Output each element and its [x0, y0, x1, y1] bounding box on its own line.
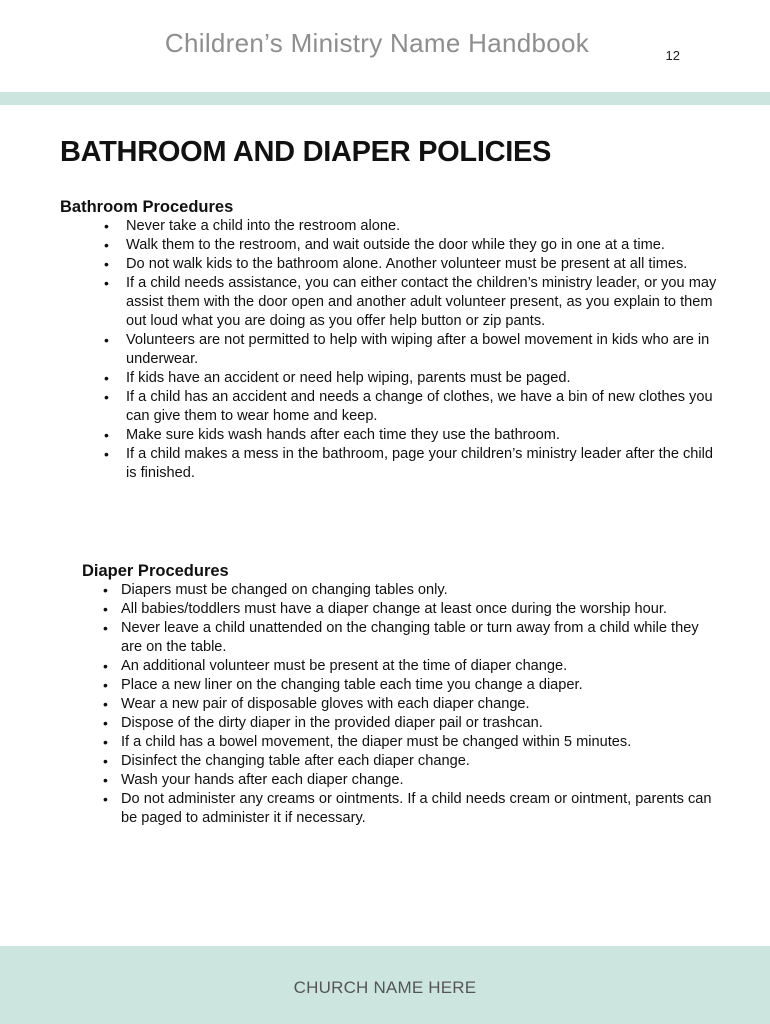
list-item: [60, 236, 720, 255]
diaper-procedures-heading: Diaper Procedures: [82, 562, 229, 580]
bullet-icon: •: [103, 601, 108, 617]
bullet-icon: •: [103, 658, 108, 674]
diaper-procedures-list: [82, 581, 722, 828]
list-item: [60, 274, 720, 331]
page-footer: [0, 946, 770, 1024]
bullet-icon: •: [103, 715, 108, 731]
bullet-icon: •: [103, 753, 108, 769]
bullet-icon: •: [103, 772, 108, 788]
list-item-text: Make sure kids wash hands after each time they use the bathroom.: [126, 427, 560, 443]
page-number: 12: [665, 48, 680, 63]
list-item-text: An additional volunteer must be present at the time of diaper change.: [121, 658, 568, 674]
bullet-icon: •: [103, 791, 108, 807]
bullet-icon: •: [104, 218, 109, 234]
list-item: [82, 676, 722, 695]
header-divider-band: [0, 92, 770, 105]
list-item-text: If a child has an accident and needs a change of clothes, we have a bin of new clothes you can give them to wear home and keep.: [126, 389, 713, 424]
list-item-text: Never take a child into the restroom alone.: [126, 218, 401, 234]
bullet-icon: •: [103, 582, 108, 598]
list-item: [60, 255, 720, 274]
bullet-icon: •: [104, 427, 109, 443]
list-item: [82, 600, 722, 619]
list-item: [82, 714, 722, 733]
page-title: BATHROOM AND DIAPER POLICIES: [60, 136, 552, 168]
bathroom-procedures-heading: Bathroom Procedures: [60, 198, 234, 216]
list-item: [82, 581, 722, 600]
bullet-icon: •: [104, 256, 109, 272]
list-item: [82, 695, 722, 714]
list-item-text: If kids have an accident or need help wiping, parents must be paged.: [126, 370, 571, 386]
list-item-text: Do not administer any creams or ointments. If a child needs cream or ointment, parents can be paged to administer it if necessary.: [121, 791, 712, 826]
bullet-icon: •: [104, 389, 109, 405]
list-item: [60, 445, 720, 483]
list-item-text: Wash your hands after each diaper change.: [121, 772, 404, 788]
list-item: [82, 771, 722, 790]
list-item: [82, 657, 722, 676]
list-item: [60, 217, 720, 236]
bathroom-procedures-section: [60, 198, 720, 483]
list-item-text: Wear a new pair of disposable gloves with each diaper change.: [121, 696, 530, 712]
bullet-icon: •: [104, 370, 109, 386]
bullet-icon: •: [104, 237, 109, 253]
list-item: [82, 619, 722, 657]
list-item: [82, 752, 722, 771]
bullet-icon: •: [104, 275, 109, 291]
handbook-title: Children’s Ministry Name Handbook: [164, 28, 590, 58]
list-item-text: Disinfect the changing table after each diaper change.: [121, 753, 470, 769]
list-item-text: All babies/toddlers must have a diaper change at least once during the worship hour.: [121, 601, 667, 617]
list-item-text: Place a new liner on the changing table each time you change a diaper.: [121, 677, 583, 693]
church-name: CHURCH NAME HERE: [293, 978, 477, 997]
list-item: [60, 426, 720, 445]
page-header: [0, 0, 770, 92]
list-item: [60, 388, 720, 426]
bullet-icon: •: [104, 446, 109, 462]
list-item-text: Diapers must be changed on changing tables only.: [121, 582, 448, 598]
list-item: [82, 733, 722, 752]
bullet-icon: •: [103, 734, 108, 750]
list-item-text: Walk them to the restroom, and wait outside the door while they go in one at a time.: [126, 237, 665, 253]
list-item-text: If a child needs assistance, you can either contact the children’s ministry leader, or you may assist them with the door open and another adult volunteer present, as you explain to them out loud what you are doing as you offer help button or zip pants.: [126, 275, 717, 329]
list-item: [82, 790, 722, 828]
list-item: [60, 369, 720, 388]
bullet-icon: •: [103, 696, 108, 712]
list-item-text: Dispose of the dirty diaper in the provided diaper pail or trashcan.: [121, 715, 543, 731]
bathroom-procedures-list: [60, 217, 720, 483]
list-item-text: If a child makes a mess in the bathroom, page your children’s ministry leader after the child is finished.: [126, 446, 714, 481]
list-item-text: If a child has a bowel movement, the diaper must be changed within 5 minutes.: [121, 734, 632, 750]
list-item-text: Do not walk kids to the bathroom alone. Another volunteer must be present at all times.: [126, 256, 688, 272]
bullet-icon: •: [103, 620, 108, 636]
bullet-icon: •: [104, 332, 109, 348]
diaper-procedures-section: [82, 562, 722, 828]
bullet-icon: •: [103, 677, 108, 693]
list-item-text: Never leave a child unattended on the changing table or turn away from a child while they are on the table.: [121, 620, 699, 655]
list-item-text: Volunteers are not permitted to help with wiping after a bowel movement in kids who are in underwear.: [126, 332, 710, 367]
list-item: [60, 331, 720, 369]
